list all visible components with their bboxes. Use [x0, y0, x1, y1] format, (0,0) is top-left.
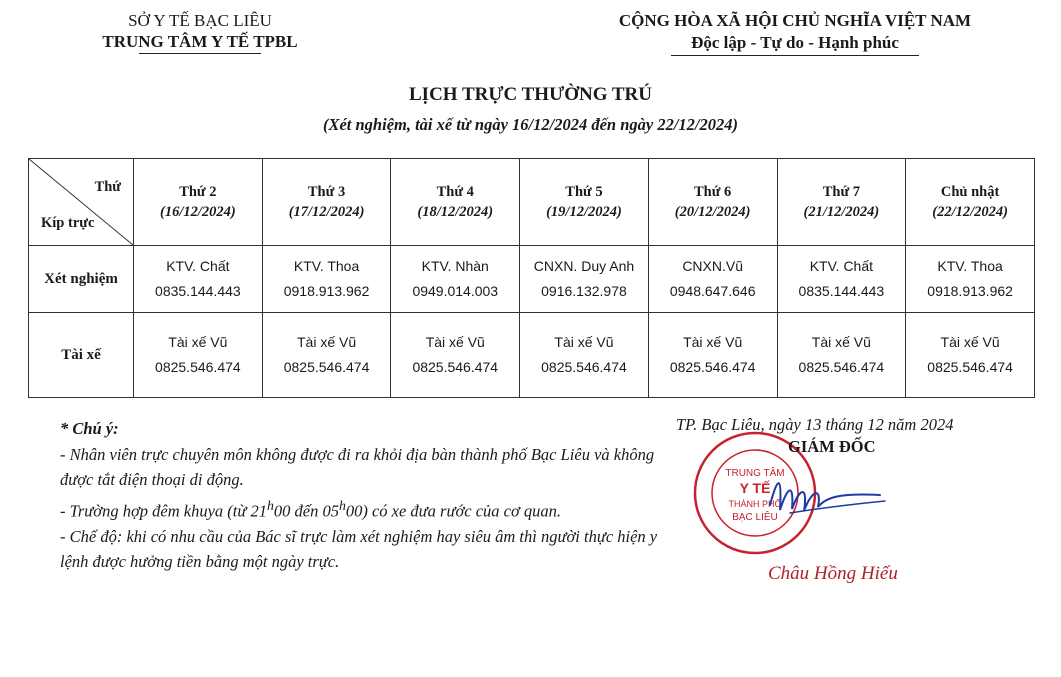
staff-name: KTV. Chất — [166, 258, 230, 274]
duty-cell — [391, 313, 520, 398]
day-date: (20/12/2024) — [674, 204, 751, 220]
day-date: (17/12/2024) — [288, 204, 365, 220]
staff-name: KTV. Chất — [809, 258, 874, 274]
staff-name: KTV. Thoa — [293, 258, 360, 274]
staff-name: Tài xế Vũ — [940, 334, 1000, 350]
staff-phone: 0825.546.474 — [541, 359, 627, 375]
day-header — [777, 159, 906, 246]
notes-heading: * Chú ý: — [60, 419, 119, 438]
place-and-date: TP. Bạc Liêu, ngày 13 tháng 12 năm 2024 — [676, 415, 954, 434]
staff-phone: 0916.132.978 — [541, 283, 627, 299]
signer-position: GIÁM ĐỐC — [788, 437, 876, 456]
notes-section — [60, 416, 665, 575]
duty-cell — [391, 246, 520, 313]
note-superscript: h — [338, 497, 346, 513]
day-header — [134, 159, 263, 246]
staff-phone: 0835.144.443 — [798, 283, 885, 299]
nation-name: CỘNG HÒA XÃ HỘI CHỦ NGHĨA VIỆT NAM — [618, 11, 972, 30]
duty-cell — [134, 313, 263, 398]
note-text: 00) có xe đưa rước của cơ quan. — [345, 501, 562, 520]
day-header — [648, 159, 777, 246]
day-date: (18/12/2024) — [417, 204, 494, 220]
day-header — [520, 159, 649, 246]
note-line: - Nhân viên trực chuyên môn không được đi ra khỏi địa bàn thành phố Bạc Liêu và không được tắt điện thoại di động. — [60, 444, 655, 489]
parent-organization: SỞ Y TẾ BẠC LIÊU — [128, 11, 272, 30]
note-line — [60, 493, 665, 524]
day-header — [906, 159, 1035, 246]
note-text: - Trường hợp đêm khuya (từ 21 — [60, 501, 268, 520]
duty-cell — [262, 246, 391, 313]
duty-cell — [262, 313, 391, 398]
duty-cell — [777, 313, 906, 398]
staff-name: KTV. Nhàn — [421, 258, 489, 274]
duty-cell — [648, 313, 777, 398]
svg-text:THÀNH PHỐ: THÀNH PHỐ — [728, 499, 782, 509]
corner-label-day: Thứ — [94, 179, 121, 195]
staff-phone: 0825.546.474 — [798, 359, 885, 375]
day-date: (21/12/2024) — [803, 204, 880, 220]
staff-phone: 0825.546.474 — [669, 359, 756, 375]
staff-name: Tài xế Vũ — [168, 334, 228, 350]
day-name: Thứ 6 — [694, 184, 732, 200]
day-name: Thứ 5 — [565, 184, 603, 200]
staff-name: Tài xế Vũ — [811, 334, 871, 350]
day-date: (19/12/2024) — [546, 204, 622, 220]
day-header — [391, 159, 520, 246]
duty-cell — [134, 246, 263, 313]
day-date: (16/12/2024) — [159, 204, 236, 220]
row-label: Xét nghiệm — [29, 246, 134, 313]
note-text: 00 đến 05 — [273, 501, 339, 520]
staff-name: KTV. Thoa — [937, 258, 1003, 274]
staff-name: CNXN. Duy Anh — [533, 258, 635, 274]
day-name: Thứ 2 — [179, 184, 217, 200]
day-name: Thứ 3 — [307, 184, 346, 200]
signer-name: Châu Hồng Hiếu — [768, 563, 898, 584]
duty-cell — [777, 246, 906, 313]
document-subtitle: (Xét nghiệm, tài xế từ ngày 16/12/2024 đến ngày 22/12/2024) — [322, 115, 739, 134]
national-heading — [575, 10, 1015, 56]
svg-text:BẠC LIÊU: BẠC LIÊU — [732, 512, 778, 523]
header-underline-left — [139, 53, 261, 54]
staff-phone: 0948.647.646 — [669, 283, 756, 299]
table-row-lab-test — [29, 246, 1035, 313]
day-name: Thứ 4 — [436, 184, 474, 200]
staff-name: CNXN.Vũ — [682, 258, 743, 274]
duty-cell — [906, 313, 1035, 398]
staff-phone: 0825.546.474 — [283, 359, 370, 375]
staff-phone: 0825.546.474 — [927, 359, 1013, 375]
day-name: Thứ 7 — [822, 184, 861, 200]
staff-phone: 0825.546.474 — [155, 359, 241, 375]
national-motto: Độc lập - Tự do - Hạnh phúc — [691, 33, 899, 52]
corner-label-shift: Kíp trực — [41, 215, 95, 231]
duty-roster-table — [28, 158, 1035, 398]
table-row-driver — [29, 313, 1035, 398]
staff-phone: 0825.546.474 — [412, 359, 499, 375]
svg-text:TRUNG TÂM: TRUNG TÂM — [725, 468, 785, 479]
duty-cell — [906, 246, 1035, 313]
svg-text:Y TẾ: Y TẾ — [739, 480, 771, 496]
day-name: Chủ nhật — [940, 184, 1000, 200]
staff-name: Tài xế Vũ — [683, 334, 743, 350]
duty-cell — [520, 246, 649, 313]
staff-phone: 0918.913.962 — [927, 283, 1013, 299]
row-label: Tài xế — [29, 313, 134, 398]
duty-cell — [520, 313, 649, 398]
duty-cell — [648, 246, 777, 313]
day-header — [262, 159, 391, 246]
staff-phone: 0949.014.003 — [412, 283, 499, 299]
signature-icon — [760, 465, 890, 525]
corner-header-cell — [29, 159, 134, 246]
header-underline-right — [671, 55, 919, 56]
staff-phone: 0918.913.962 — [283, 283, 370, 299]
staff-name: Tài xế Vũ — [296, 334, 357, 350]
note-line: - Chế độ: khi có nhu cầu của Bác sĩ trực làm xét nghiệm hay siêu âm thì người thực hiện y lệnh được hưởng tiền bằng một ngày trực. — [60, 526, 658, 571]
table-header-row — [29, 159, 1035, 246]
organization-name: TRUNG TÂM Y TẾ TPBL — [102, 32, 298, 51]
document-title: LỊCH TRỰC THƯỜNG TRÚ — [409, 84, 652, 105]
staff-phone: 0835.144.443 — [155, 283, 241, 299]
day-date: (22/12/2024) — [932, 204, 1008, 220]
staff-name: Tài xế Vũ — [425, 334, 485, 350]
note-superscript: h — [267, 497, 274, 513]
issuing-authority — [40, 10, 360, 54]
staff-name: Tài xế Vũ — [554, 334, 614, 350]
